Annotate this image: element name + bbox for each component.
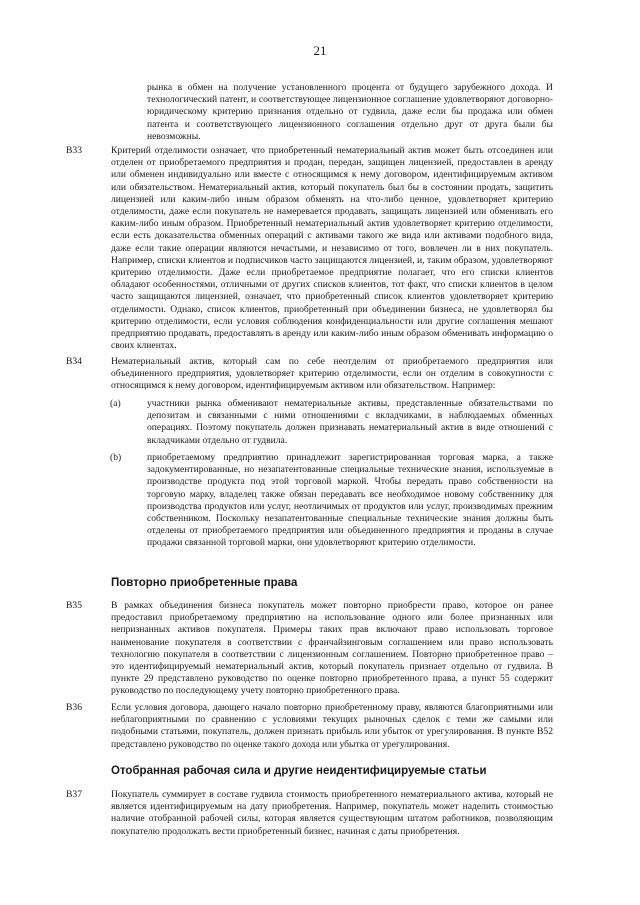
list-item-letter-a: (a)	[110, 398, 121, 409]
paragraph-number-b34: B34	[66, 356, 82, 367]
list-item-letter-b: (b)	[110, 452, 122, 463]
list-item-a: участники рынка обменивают нематериальные активы, представленные обязательствами по депозитам и связанными с ними отношениями с вкладчиками, в наблюдаемых обменных операциях. Поэтому покупатель должен признавать нематериальный актив в виде отношений с вкладчиками отдельно от гудвила.	[147, 398, 553, 446]
list-item-b: приобретаемому предприятию принадлежит зарегистрированная торговая марка, а также задокументированные, но незапатентованные специальные технические знания, используемые в производстве продукта под этой торговой маркой. Чтобы передать право собственности на торговую марку, владелец также обязан передавать все необходимое новому собственнику для производства продуктов или услуг, неотличимых от продуктов или услуг, производимых прежним собственником. Поскольку незапатентованные специальные технические знания должны быть отделены от приобретаемого предприятия или объединенного предприятия и проданы в случае продажи связанной торговой марки, они удовлетворяют критерию отделимости.	[147, 452, 553, 549]
paragraph-number-b35: B35	[66, 600, 82, 611]
paragraph-b36: Если условия договора, дающего начало повторно приобретенному праву, являются благоприятными или неблагоприятными по сравнению с условиями текущих рыночных сделок с теми же самыми или подобными статьями, покупатель, должен признать прибыль или убыток от урегулирования. В пункте B52 представлено руководство по оценке такого дохода или убытка от урегулирования.	[111, 702, 553, 750]
paragraph-b34: Нематериальный актив, который сам по себе неотделим от приобретаемого предприятия или объединенного предприятия, удовлетворяет критерию отделимости, если он отделим в совокупности с относящимся к нему договором, идентифицируемым активом или обязательством. Например:	[111, 356, 553, 392]
section-heading-reacquired-rights: Повторно приобретенные права	[111, 577, 298, 589]
page-number: 21	[313, 43, 327, 58]
paragraph-number-b33: B33	[66, 145, 82, 156]
continued-paragraph: рынка в обмен на получение установленного процента от будущего зарубежного дохода. И технологический патент, и соответствующее лицензионное соглашение удовлетворяют договорно-юридическому критерию признания отдельно от гудвила, даже если бы продажа или обмен патента и соответствующего лицензионного соглашения отдельно друг от друга были бы невозможны.	[147, 82, 553, 142]
paragraph-b33: Критерий отделимости означает, что приобретенный нематериальный актив может быть отсоединен или отделен от приобретаемого предприятия и продан, передан, защищен лицензией, предоставлен в аренду или обменен индивидуально или вместе с относящимся к нему договором, идентифицируемым активом или обязательством. Нематериальный актив, который покупатель был бы в состоянии продать, защитить лицензией или каким-либо иным образом обменять на что-либо ценное, удовлетворяет критерию отделимости, даже если покупатель не намеревается продавать, защищать лицензией или обменивать его каким-либо иным образом. Приобретенный нематериальный актив удовлетворяет критерию отделимости, если есть доказательства обменных операций с активами такого же вида или активами подобного вида, даже если такие операции являются нечастыми, и независимо от того, вовлечен ли в них покупатель. Например, списки клиентов и подписчиков часто защищаются лицензией, и, таким образом, удовлетворяют критерию отделимости. Даже если приобретаемое предприятие полагает, что его списки клиентов обладают особенностями, отличными от других списков клиентов, тот факт, что списки клиентов в целом часто защищаются лицензией, означает, что приобретенный список клиентов удовлетворяет критерию отделимости. Однако, список клиентов, приобретенный при объединении бизнеса, не удовлетворял бы критерию отделимости, если условия соблюдения конфиденциальности или другие соглашения мешают предприятию продавать, предоставлять в аренду или каким-либо иным образом обменивать информацию о своих клиентах.	[111, 145, 553, 352]
section-heading-assembled-workforce: Отобранная рабочая сила и другие неидентифицируемые статьи	[111, 765, 487, 777]
paragraph-number-b37: B37	[66, 789, 82, 800]
paragraph-number-b36: B36	[66, 702, 82, 713]
paragraph-b37: Покупатель суммирует в составе гудвила стоимость приобретенного нематериального актива, который не является идентифицируемым на дату приобретения. Например, покупатель может наделить стоимостью наличие отобранной рабочей силы, которая является существующим штатом работников, позволяющим покупателю продолжать вести приобретенный бизнес, начиная с даты приобретения.	[111, 789, 553, 837]
paragraph-b35: В рамках объединения бизнеса покупатель может повторно приобрести право, которое он ранее предоставил приобретаемому предприятию на использование одного или более признанных или непризнанных активов покупателя. Примеры таких прав включают право использовать торговое наименование покупателя в соответствии с франчайзинговым соглашением или право использовать технологию покупателя в соответствии с лицензионным соглашением. Повторно приобретенное право – это идентифицируемый нематериальный актив, который покупатель признает отдельно от гудвила. В пункте 29 представлено руководство по оценке повторно приобретенного права, а пункт 55 содержит руководство по последующему учету повторно приобретенного права.	[111, 600, 553, 697]
